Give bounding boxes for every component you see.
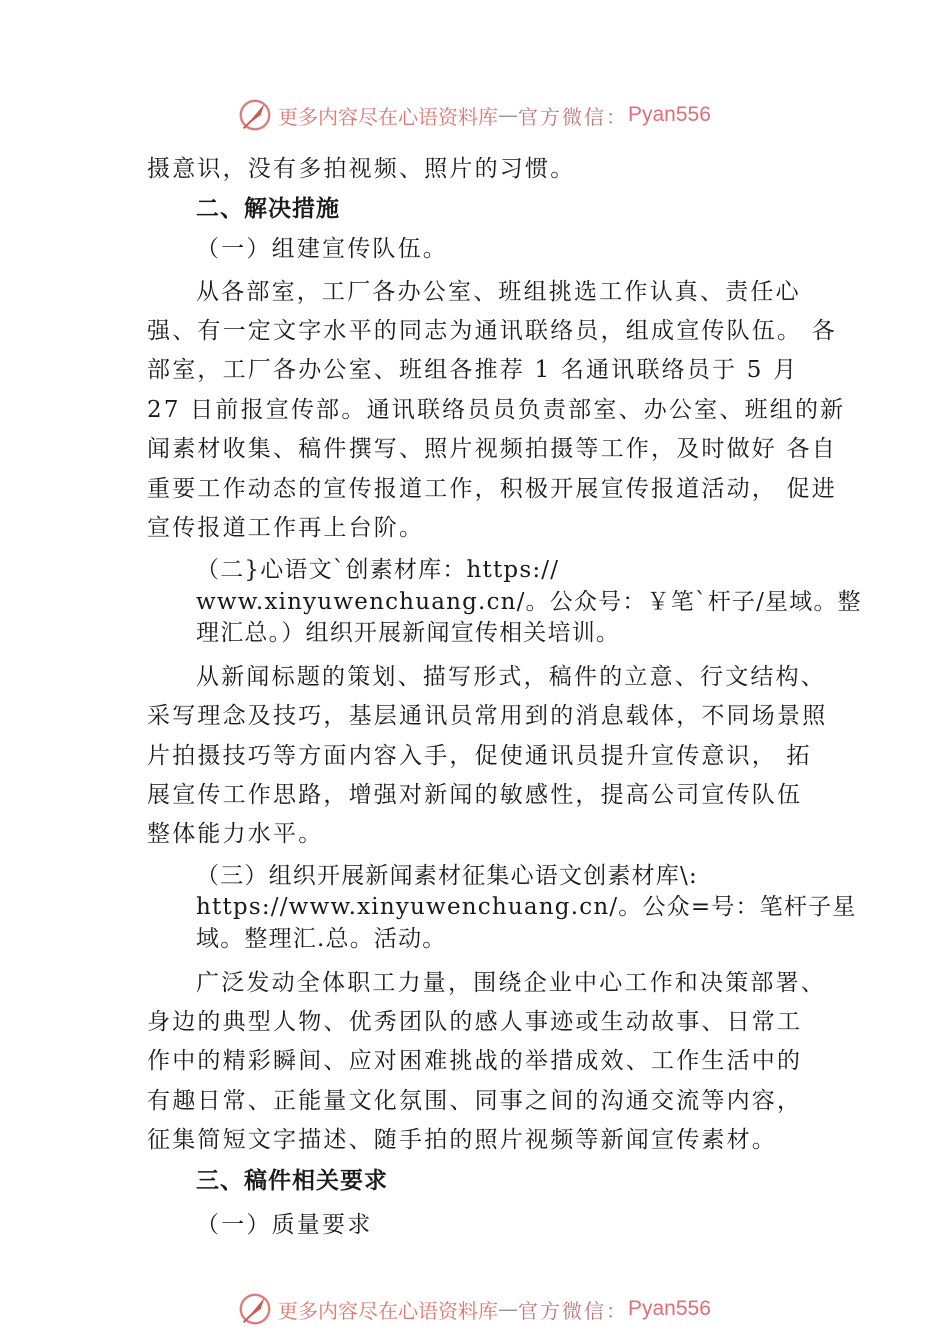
text-line: 展宣传工作思路，增强对新闻的敏感性，提高公司宣传队伍 [147,782,803,808]
text-line: 强、有一定文字水平的同志为通讯联络员，组成宣传队伍。 各 [147,318,837,344]
text-line: 27 日前报宣传部。通讯联络员员负责部室、办公室、班组的新 [147,397,846,423]
text-line: 闻素材收集、稿件撰写、照片视频拍摄等工作，及时做好 各自 [147,436,837,462]
text-line: 宣传报道工作再上台阶。 [147,515,425,541]
text-line: 整体能力水平。 [147,821,324,847]
subsection-heading: （二}心语文`创素材库：https:// [196,557,560,583]
watermark-text: 更多内容尽在心语资料库 [278,1298,498,1323]
watermark-footer [236,1289,711,1329]
section-heading: 三、稿件相关要求 [196,1168,388,1194]
text-line: 理汇总。）组织开展新闻宣传相关培训。 [196,620,621,646]
text-line: 征集简短文字描述、随手拍的照片视频等新闻宣传素材。 [147,1127,777,1153]
quill-logo-icon [236,1290,274,1328]
subsection-heading: （一）组建宣传队伍。 [196,236,448,262]
text-line: 作中的精彩瞬间、应对困难挑战的举措成效、工作生活中的 [147,1048,803,1074]
watermark-id: Pyan556 [628,103,711,126]
text-line: 有趣日常、正能量文化氛围、同事之间的沟通交流等内容， [147,1088,803,1114]
watermark-channel: 官方微信： [518,1298,628,1323]
watermark-id: Pyan556 [628,1297,711,1320]
text-line: 采写理念及技巧，基层通讯员常用到的消息载体，不同场景照 [147,703,828,729]
watermark-separator: — [498,103,518,127]
section-heading: 二、解决措施 [196,196,340,222]
text-line: 从新闻标题的策划、描写形式，稿件的立意、行文结构、 [196,664,826,690]
watermark-text: 更多内容尽在心语资料库 [278,104,498,129]
text-line: www.xinyuwenchuang.cn/。公众号：￥笔`杆子/星域。整 [196,589,862,615]
text-line: 片拍摄技巧等方面内容入手，促使通讯员提升宣传意识， 拓 [147,743,812,769]
text-line: 部室，工厂各办公室、班组各推荐 1 名通讯联络员于 5 月 [147,357,799,383]
text-line: 重要工作动态的宣传报道工作，积极开展宣传报道活动， 促进 [147,476,837,502]
watermark-header [236,95,711,135]
subsection-heading: （一）质量要求 [196,1212,373,1238]
text-line: 摄意识，没有多拍视频、照片的习惯。 [147,156,576,182]
quill-logo-icon [236,96,274,134]
text-line: 身边的典型人物、优秀团队的感人事迹或生动故事、日常工 [147,1009,803,1035]
subsection-heading: （三）组织开展新闻素材征集心语文创素材库\: [196,863,698,889]
watermark-channel: 官方微信： [518,104,628,129]
text-line: 广泛发动全体职工力量，围绕企业中心工作和决策部署、 [196,970,826,996]
watermark-separator: — [498,1297,518,1321]
text-line: 域。整理汇.总。活动。 [196,926,447,952]
text-line: https://www.xinyuwenchuang.cn/。公众=号：笔杆子星 [196,894,857,920]
text-line: 从各部室，工厂各办公室、班组挑选工作认真、责任心 [196,279,801,305]
